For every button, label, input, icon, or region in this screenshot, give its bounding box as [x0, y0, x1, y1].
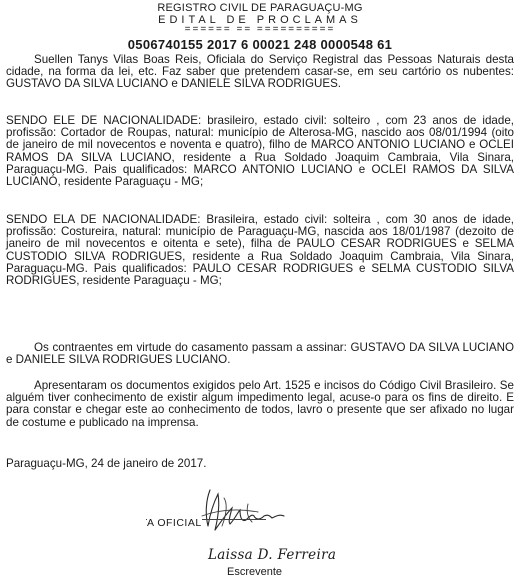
contractors-paragraph: Os contraentes em virtude do casamento passam a assinar: GUSTAVO DA SILVA LUCIANO e DANIELE SILVA RODRIGUES LUCIANO. — [6, 341, 514, 367]
signer-role: A OFICIAL — [147, 517, 202, 529]
registry-code: 0506740155 2017 6 00021 248 0000548 61 — [127, 37, 393, 52]
bride-paragraph: SENDO ELA DE NACIONALIDADE: Brasileira, estado civil: solteira , com 30 anos de idade, profissão: Costureira, natural: município de Paraguaçu-MG, nascida aos 18/01/1987 (dezoito de janeiro de mil novecentos e oitenta e sete), filha de PAULO CESAR RODRIGUES e SELMA CUSTODIO SILVA RODRIGUES, residente a Rua Soldado Joaquim Cambraia, Vila Sinara, Paraguaçu-MG. Pais qualificados: PAULO CESAR RODRIGUES e SELMA CUSTODIO SILVA RODRIGUES, residente Paraguaçu - MG; — [6, 213, 514, 288]
signer-title: Escrevente — [227, 566, 283, 578]
intro-paragraph: Suellen Tanys Vilas Boas Reis, Oficiala do Serviço Registral das Pessoas Naturais desta cidade, na forma da lei, etc. Faz saber que pretendem casar-se, em seu cartório os nubentes: GUSTAVO DA SILVA LUCIANO e DANIELE SILVA RODRIGUES. — [6, 53, 514, 91]
place-date-line: Paraguaçu-MG, 24 de janeiro de 2017. — [6, 457, 207, 470]
document-title: EDITAL DE PROCLAMAS — [158, 14, 362, 26]
groom-paragraph: SENDO ELE DE NACIONALIDADE: brasileiro, estado civil: solteiro , com 23 anos de idade, profissão: Cortador de Roupas, natural: município de Alterosa-MG, nascido aos 08/01/1994 (oito de janeiro de mil novecentos e noventa e quatro), filho de MARCO ANTONIO LUCIANO e OCLEI RAMOS DA SILVA LUCIANO, residente a Rua Soldado Joaquim Cambraia, Vila Sinara, Paraguaçu-MG. Pais qualificados: MARCO ANTONIO LUCIANO e OCLEI RAMOS DA SILVA LUCIANO, residente Paraguaçu - MG; — [6, 114, 514, 189]
handwritten-signature — [188, 486, 298, 538]
documents-paragraph: Apresentaram os documentos exigidos pelo Art. 1525 e incisos do Código Civil Brasileiro. Se alguém tiver conhecimento de existir algum impedimento legal, acuse-o para os fins de direito. E para constar e chegar este ao conhecimento de todos, lavro o presente que ser afixado no lugar de costume e publicado na imprensa. — [6, 379, 514, 429]
title-underline: ====== == ========== — [184, 24, 336, 35]
signer-name: Laissa D. Ferreira — [208, 547, 337, 563]
registry-office-name: REGISTRO CIVIL DE PARAGUAÇU-MG — [157, 2, 363, 14]
